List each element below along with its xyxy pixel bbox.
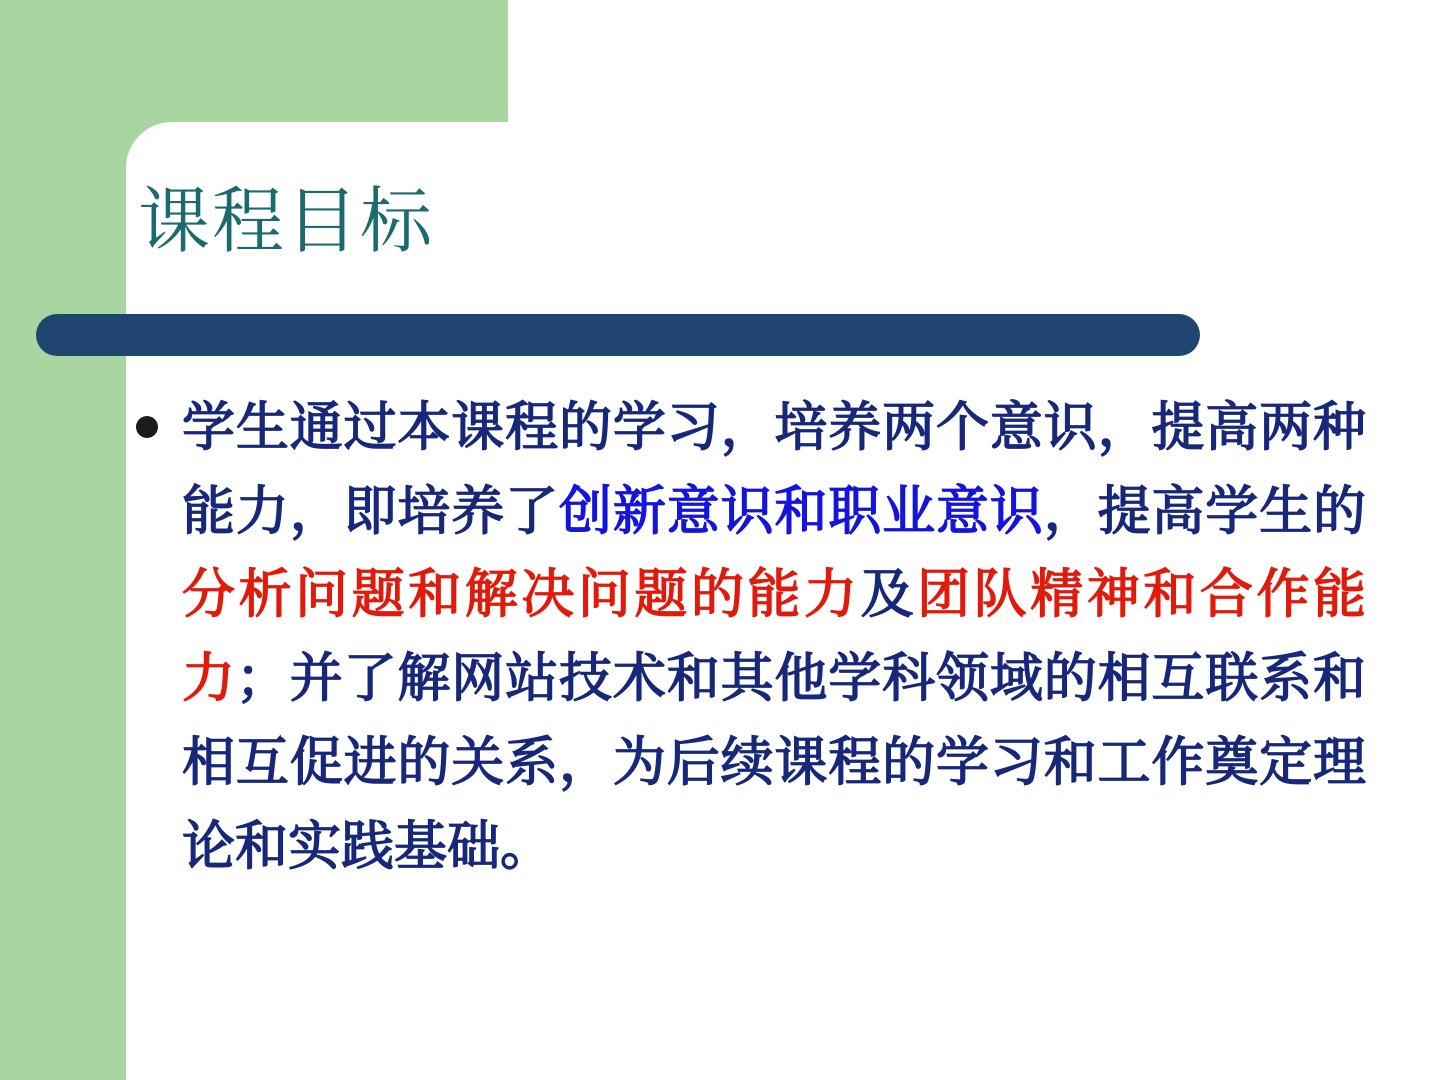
bullet-dot-icon <box>136 416 158 438</box>
bullet-segment-6: ；并了解网站技术和其他学科领域的相互联系和相互促进的关系，为后续课程的学习和工作奠定理论和实践基础。 <box>182 647 1367 877</box>
body-content <box>136 386 1366 888</box>
bullet-segment-5-red: 团队精神和合作能力 <box>182 563 1367 710</box>
bullet-segment-3-red: 分析问题和解决问题的能力 <box>182 563 861 626</box>
page-title: 课程目标 <box>138 179 435 263</box>
title-underline-bar <box>36 314 1200 356</box>
list-item <box>136 386 1366 888</box>
bullet-segment-4: 及 <box>860 563 918 626</box>
bullet-segment-2: ，提高学生的 <box>1043 479 1367 542</box>
bullet-segment-0: 学生通过本课程的学习，培养两个意识，提高两种能力，即培养了 <box>182 396 1366 542</box>
bullet-text <box>182 386 1366 888</box>
bullet-segment-1-blue: 创新意识和职业意识 <box>559 479 1044 542</box>
